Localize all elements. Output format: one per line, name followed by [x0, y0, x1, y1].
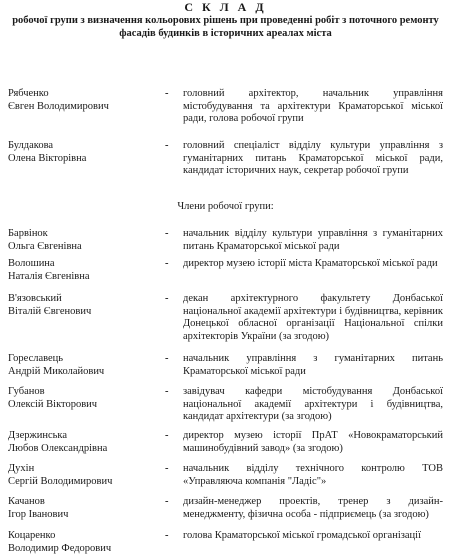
person-given-names: Ольга Євгенівна	[8, 240, 82, 252]
dash-separator: -	[165, 88, 169, 99]
person-name	[8, 88, 166, 113]
person-description: завідувач кафедри містобудування Донбаської національної академії архітектури і будівництва, кандидат архітектури (за згодою)	[183, 386, 443, 422]
person-name	[8, 386, 166, 411]
person-name	[8, 463, 166, 488]
document-title: С К Л А Д	[184, 0, 267, 14]
person-surname: Волошина	[8, 258, 55, 269]
dash-separator: -	[165, 228, 169, 239]
person-description: начальник управління з гуманітарних питань Краматорської міської ради	[183, 353, 443, 377]
person-name	[8, 430, 166, 455]
person-name	[8, 496, 166, 521]
person-given-names: Ігор Іванович	[8, 508, 69, 520]
person-surname: Барвінок	[8, 228, 48, 239]
person-description: директор музею історії ПрАТ «Новокраматорський машинобудівний завод» (за згодою)	[183, 430, 443, 454]
person-name	[8, 258, 166, 283]
dash-separator: -	[165, 530, 169, 541]
person-description: головний спеціаліст відділу культури управління з гуманітарних питань Краматорської міської ради, кандидат історичних наук, секретар робочої групи	[183, 140, 443, 176]
dash-separator: -	[165, 293, 169, 304]
dash-separator: -	[165, 386, 169, 397]
person-given-names: Євген Володимирович	[8, 100, 109, 112]
person-description: голова Краматорської міської громадської організації	[183, 530, 422, 541]
members-heading: Члени робочої групи:	[177, 201, 274, 212]
subtitle-line-2: фасадів будинків в історичних ареалах міста	[119, 28, 332, 39]
dash-separator: -	[165, 258, 169, 269]
person-given-names: Віталій Євгенович	[8, 305, 92, 317]
person-given-names: Олексій Вікторович	[8, 398, 98, 410]
person-surname: Гореславець	[8, 353, 64, 364]
person-name	[8, 228, 166, 253]
person-surname: Рябченко	[8, 88, 49, 99]
person-name	[8, 140, 166, 165]
person-given-names: Андрій Миколайович	[8, 365, 105, 377]
person-given-names: Сергій Володимирович	[8, 475, 113, 487]
person-surname: Губанов	[8, 386, 45, 397]
person-description: начальник відділу технічного контролю ТОВ «Управляюча компанія "Ладіс"»	[183, 463, 443, 487]
person-surname: Качанов	[8, 496, 45, 507]
person-description: головний архітектор, начальник управління містобудування та архітектури Краматорської міської ради, голова робочої групи	[183, 88, 443, 124]
person-description: дизайн-менеджер проектів, тренер з дизайн-менеджменту, фізична особа - підприємець (за згодою)	[183, 496, 443, 520]
person-given-names: Наталія Євгенівна	[8, 270, 90, 282]
person-surname: В'язовський	[8, 293, 62, 304]
person-name	[8, 353, 166, 378]
document-subtitle	[0, 14, 451, 40]
person-surname: Духін	[8, 463, 35, 474]
person-given-names: Олена Вікторівна	[8, 152, 87, 164]
person-given-names: Володимир Федорович	[8, 542, 112, 554]
dash-separator: -	[165, 496, 169, 507]
person-surname: Дзержинська	[8, 430, 68, 441]
person-surname: Коцаренко	[8, 530, 56, 541]
person-surname: Булдакова	[8, 140, 54, 151]
person-description: директор музею історії міста Краматорської міської ради	[183, 258, 438, 269]
dash-separator: -	[165, 430, 169, 441]
person-name	[8, 530, 166, 555]
dash-separator: -	[165, 140, 169, 151]
subtitle-line-1: робочої групи з визначення кольорових рішень при проведенні робіт з поточного ремонту	[12, 15, 439, 26]
dash-separator: -	[165, 353, 169, 364]
person-given-names: Любов Олександрівна	[8, 442, 108, 454]
person-description: начальник відділу культури управління з гуманітарних питань Краматорської міської ради	[183, 228, 443, 252]
dash-separator: -	[165, 463, 169, 474]
person-description: декан архітектурного факультету Донбаської національної академії архітектури і будівництва, керівник Донецької обласної організації Національної спілки архітекторів України (за згодою)	[183, 293, 443, 342]
person-name	[8, 293, 166, 318]
